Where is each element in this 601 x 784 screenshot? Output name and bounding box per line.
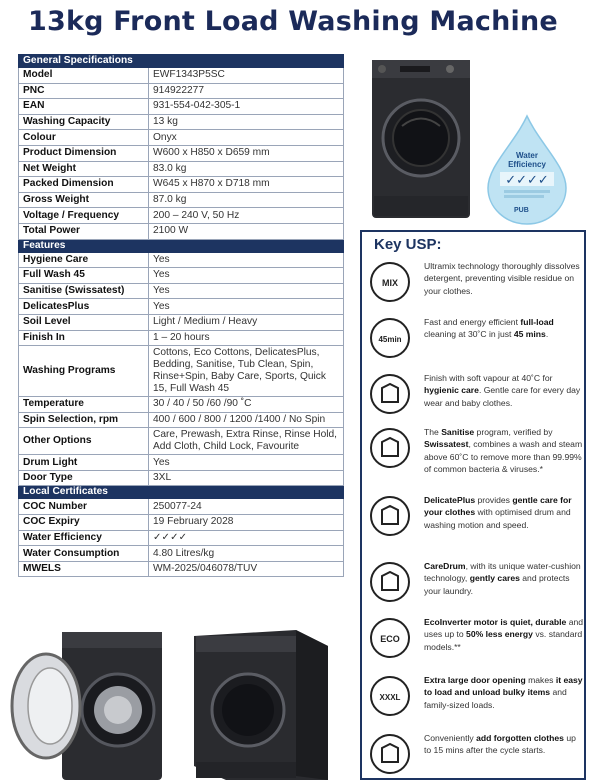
spec-label: Spin Selection, rpm [19,412,149,428]
spec-value: 13 kg [149,114,344,130]
usp-text-part: with optimised drum and washing motion and speed. [424,507,571,530]
usp-text-part: up to 15 mins after the cycle starts. [424,733,576,756]
usp-text-part: Fast and energy efficient [424,317,521,327]
usp-item [368,560,582,620]
usp-text-part: . [545,329,549,340]
usp-text-bold: hygienic care [424,385,479,396]
usp-text-part: and family-sized loads. [424,687,567,710]
usp-text-part: makes [525,675,556,685]
spec-row [19,161,344,177]
spec-label: Water Consumption [19,546,149,562]
spec-value: W600 x H850 x D659 mm [149,145,344,161]
usp-text-bold: DelicatePlus [424,495,476,505]
spec-label: COC Number [19,499,149,515]
spec-value: Yes [149,252,344,268]
ultramix-icon [368,260,412,304]
spec-value: Yes [149,299,344,315]
usp-text [424,732,584,757]
usp-icon-label: ECO [380,634,400,644]
spec-label: Soil Level [19,314,149,330]
caredrum-icon [368,560,412,604]
spec-value: Light / Medium / Heavy [149,314,344,330]
usp-text [424,316,584,341]
spec-row [19,455,344,471]
washer-front-image [360,56,480,222]
spec-label: Packed Dimension [19,177,149,193]
spec-value: 2100 W [149,223,344,239]
spec-row [19,412,344,428]
usp-text-bold: gently cares [469,573,520,584]
swissatest-seal-icon [368,426,412,470]
spec-label: EAN [19,99,149,115]
xxxl-door-icon [368,674,412,718]
water-efficiency-badge [484,114,570,226]
spec-value: Care, Prewash, Extra Rinse, Rinse Hold, Add Cloth, Child Lock, Favourite [149,428,344,455]
usp-text-part: and protects your laundry. [424,573,570,596]
spec-row [19,99,344,115]
spec-label: Total Power [19,223,149,239]
spec-row [19,470,344,486]
usp-text-bold: add forgotten clothes [476,733,564,743]
usp-text-part: , combines a wash and steam above 60˚C to remove more than 99.99% of common bacteria & viruses.* [424,439,583,475]
spec-label: DelicatesPlus [19,299,149,315]
usp-text [424,260,584,297]
usp-icon-label: MIX [381,278,399,288]
usp-text-part: Conveniently [424,733,477,743]
usp-icon-label: 45min [378,335,402,344]
spec-value: 19 February 2028 [149,515,344,531]
badge-line1: Water [516,151,538,160]
spec-value: 931-554-042-305-1 [149,99,344,115]
usp-text-bold: Swissatest [424,439,469,450]
spec-row [19,177,344,193]
washer-angle-image [186,626,336,782]
spec-value: W645 x H870 x D718 mm [149,177,344,193]
usp-text-bold: CareDrum [424,561,466,571]
usp-item [368,732,582,784]
spec-label: Model [19,68,149,84]
spec-value: 4.80 Litres/kg [149,546,344,562]
usp-text-bold: Extra large door opening [424,675,526,685]
spec-row [19,428,344,455]
spec-value: 3XL [149,470,344,486]
spec-row [19,561,344,577]
spec-row [19,299,344,315]
spec-value: 30 / 40 / 50 /60 /90 ˚C [149,397,344,413]
spec-row [19,530,344,546]
spec-row [19,346,344,397]
usp-text [424,616,584,653]
spec-row [19,114,344,130]
spec-table [18,54,344,577]
usp-item [368,372,582,432]
spec-label: COC Expiry [19,515,149,531]
spec-row [19,208,344,224]
usp-icon-label: XXXL [379,693,401,702]
spec-row [19,314,344,330]
section-header [19,486,344,499]
spec-label: Full Wash 45 [19,268,149,284]
section-title: Features [19,239,344,252]
section-header [19,239,344,252]
usp-text-part: cleaning at 30˚C in just [424,329,514,340]
spec-row [19,330,344,346]
spec-row [19,515,344,531]
spec-label: Finish In [19,330,149,346]
usp-item [368,674,582,734]
usp-text-bold: gentle care for your clothes [424,495,572,518]
spec-label: Voltage / Frequency [19,208,149,224]
spec-label: MWELS [19,561,149,577]
spec-row [19,268,344,284]
spec-value: Cottons, Eco Cottons, DelicatesPlus, Bedding, Sanitise, Tub Clean, Spin, Rinse+Spin, Baby Care, Sports, Quick 15, Full Wash 45 [149,346,344,397]
section-header [19,55,344,68]
spec-row [19,68,344,84]
usp-item [368,616,582,676]
spec-row [19,192,344,208]
spec-label: Other Options [19,428,149,455]
usp-text-bold: Sanitise [441,427,475,437]
spec-label: Washing Programs [19,346,149,397]
usp-text-part: provides [475,495,513,505]
spec-value: 400 / 600 / 800 / 1200 /1400 / No Spin [149,412,344,428]
usp-text [424,494,584,531]
usp-item [368,494,582,554]
spec-label: Washing Capacity [19,114,149,130]
spec-value: 914922277 [149,83,344,99]
usp-text-part: program, verified by [474,427,553,437]
spec-row [19,130,344,146]
spec-value: 250077-24 [149,499,344,515]
spec-label: Hygiene Care [19,252,149,268]
washer-open-door-image [6,626,174,782]
key-usp-panel [360,230,586,780]
spec-row [19,546,344,562]
spec-value: WM-2025/046078/TUV [149,561,344,577]
add-clothes-icon [368,732,412,776]
spec-label: Colour [19,130,149,146]
usp-text [424,674,584,711]
timer-45-icon [368,316,412,360]
usp-item [368,260,582,320]
usp-text-bold: EcoInverter motor is quiet, durable [424,617,567,627]
section-title: Local Certificates [19,486,344,499]
spec-row [19,397,344,413]
spec-label: Water Efficiency [19,530,149,546]
page-title: 13kg Front Load Washing Machine [28,6,558,37]
spec-row [19,283,344,299]
spec-value: Yes [149,268,344,284]
usp-title: Key USP: [374,236,442,253]
usp-text [424,372,584,409]
hygiene-shirt-icon [368,372,412,416]
usp-item [368,426,582,486]
usp-text-bold: 45 mins [513,329,546,340]
spec-value: 83.0 kg [149,161,344,177]
usp-item [368,316,582,376]
spec-value: 1 – 20 hours [149,330,344,346]
usp-text-bold: full-load [520,317,554,327]
spec-value: Yes [149,455,344,471]
usp-text-bold: 50% less energy [466,629,533,640]
badge-brand: PUB [514,207,529,214]
spec-value: 87.0 kg [149,192,344,208]
usp-text-part: The [424,427,442,437]
usp-text [424,560,584,597]
spec-value: Yes [149,283,344,299]
section-title: General Specifications [19,55,344,68]
spec-row [19,252,344,268]
spec-label: Door Type [19,470,149,486]
spec-value: 200 – 240 V, 50 Hz [149,208,344,224]
usp-text-part: Finish with soft vapour at 40˚C for [424,373,553,383]
spec-value: ✓✓✓✓ [149,530,344,546]
badge-line2: Efficiency [508,160,546,169]
spec-label: Product Dimension [19,145,149,161]
spec-label: Drum Light [19,455,149,471]
usp-text-part: Ultramix technology thoroughly dissolves detergent, preventing visible residue on your clothes. [424,261,580,296]
badge-checks: ✓✓✓✓ [505,173,549,188]
spec-label: Net Weight [19,161,149,177]
usp-text-part: vs. standard models.** [424,629,583,652]
delicate-flower-icon [368,494,412,538]
spec-label: Temperature [19,397,149,413]
usp-text-bold: it easy to load and unload bulky items [424,675,583,698]
spec-row [19,499,344,515]
usp-text [424,426,584,476]
spec-label: PNC [19,83,149,99]
spec-label: Sanitise (Swissatest) [19,283,149,299]
spec-row [19,223,344,239]
spec-row [19,83,344,99]
eco-inverter-icon [368,616,412,660]
spec-row [19,145,344,161]
usp-text-part: , with its unique water-cushion technology, [424,561,581,584]
usp-text-part: and uses up to [424,617,584,640]
spec-label: Gross Weight [19,192,149,208]
usp-text-part: . Gentle care for every day wear and baby clothes. [424,385,581,408]
spec-value: EWF1343P5SC [149,68,344,84]
spec-value: Onyx [149,130,344,146]
